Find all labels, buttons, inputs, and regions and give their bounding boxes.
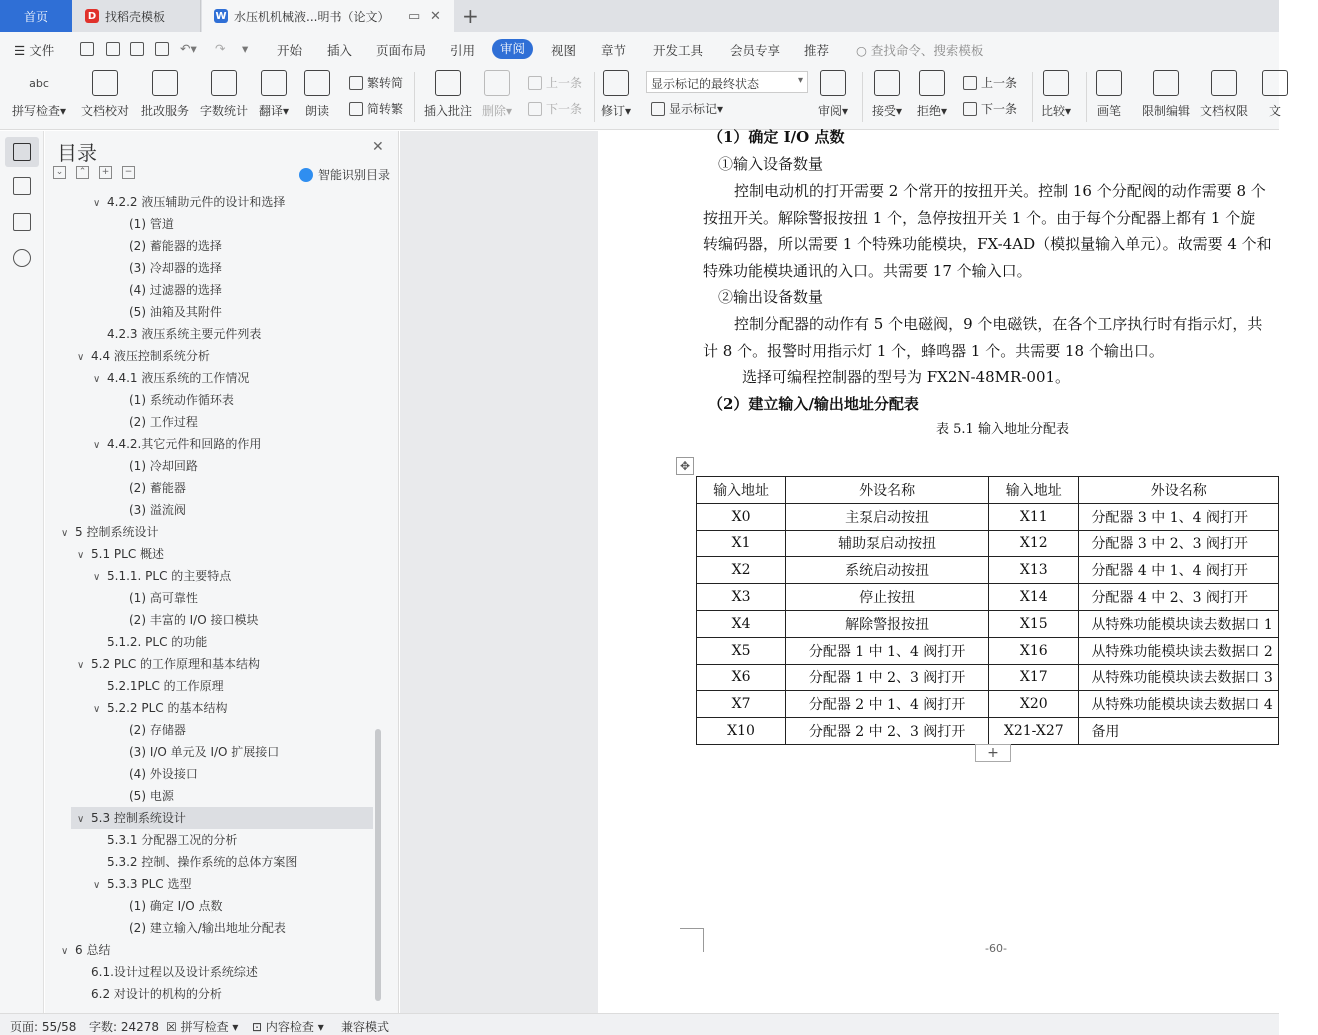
doc-rights-button[interactable]: [1200, 70, 1248, 119]
delete-comment-button[interactable]: [482, 70, 512, 119]
toc-item[interactable]: [115, 763, 198, 785]
toc-item-label: (3) 溢流阀: [129, 503, 186, 517]
batch-service-button[interactable]: [141, 70, 189, 119]
toc-item[interactable]: [93, 873, 191, 895]
menu-recommend[interactable]: 推荐: [804, 43, 830, 58]
review-pane-icon: [820, 70, 846, 96]
toc-item-label: 5.2 PLC 的工作原理和基本结构: [91, 657, 261, 671]
file-menu-label: 文件: [29, 43, 55, 58]
ribbon-divider: [1086, 72, 1087, 122]
table-cell[interactable]: 从特殊功能模块读去数据口 2: [1079, 637, 1279, 664]
page-indicator[interactable]: 页面: 55/58: [10, 1020, 77, 1034]
table-caption: 表 5.1 输入地址分配表: [936, 422, 1069, 437]
spell-check-status-icon: ☒: [166, 1020, 177, 1034]
table-cell[interactable]: X14: [989, 584, 1079, 611]
accept-icon: [874, 70, 900, 96]
toc-item[interactable]: [115, 499, 186, 521]
toc-item[interactable]: [115, 279, 222, 301]
menu-developer[interactable]: 开发工具: [653, 43, 704, 58]
show-markup-icon: [651, 102, 665, 116]
accept-label: 接受▾: [872, 104, 903, 118]
table-cell[interactable]: 从特殊功能模块读去数据口 1: [1079, 610, 1279, 637]
table-row: [697, 664, 1279, 691]
toc-item[interactable]: [77, 345, 210, 367]
ribbon-divider: [414, 72, 415, 122]
file-menu[interactable]: ☰ 文件: [14, 43, 55, 58]
table-cell[interactable]: X16: [989, 637, 1079, 664]
table-row: [697, 637, 1279, 664]
table-header-cell[interactable]: 外设名称: [1079, 477, 1279, 504]
toc-item[interactable]: [115, 257, 222, 279]
status-spell-check[interactable]: ☒ 拼写检查 ▾: [166, 1020, 239, 1034]
spell-check-button[interactable]: [12, 70, 66, 119]
ribbon-divider: [594, 72, 595, 122]
table-cell[interactable]: X10: [697, 718, 786, 745]
toc-item-label: (4) 外设接口: [129, 767, 198, 781]
table-cell[interactable]: X3: [697, 584, 786, 611]
table-cell[interactable]: 解除警报按扭: [786, 610, 989, 637]
next-comment-button[interactable]: [528, 100, 582, 117]
next-comment-icon: [528, 102, 542, 116]
read-aloud-button[interactable]: [304, 70, 330, 119]
toc-item[interactable]: [61, 939, 110, 961]
chapter-nav-icon[interactable]: [13, 177, 31, 195]
table-cell[interactable]: 系统启动按扭: [786, 557, 989, 584]
doc-proof-icon: [92, 70, 118, 96]
toc-item[interactable]: [93, 851, 297, 873]
show-markup-label: 显示标记: [669, 102, 718, 116]
compare-label: 比较▾: [1041, 104, 1072, 118]
chevron-down-icon[interactable]: ∨: [61, 528, 69, 539]
compare-button[interactable]: [1041, 70, 1071, 119]
toc-toolbar: [53, 166, 135, 179]
read-aloud-label: 朗读: [304, 104, 329, 118]
toc-item[interactable]: [93, 433, 261, 455]
toc-item-label: 4.2.3 液压系统主要元件列表: [107, 327, 262, 341]
toc-item-label: (1) 冷却回路: [129, 459, 198, 473]
chevron-down-icon[interactable]: ∨: [77, 660, 85, 671]
table-header-cell[interactable]: 输入地址: [697, 477, 786, 504]
pen-label: 画笔: [1096, 104, 1121, 118]
toc-item[interactable]: [93, 675, 224, 697]
next-change-label: 下一条: [981, 102, 1018, 116]
translate-icon: [261, 70, 287, 96]
toc-title: 目录: [57, 141, 97, 165]
toc-item-label: 5.2.2 PLC 的基本结构: [107, 701, 228, 715]
toc-item[interactable]: [115, 411, 198, 433]
table-row: [697, 691, 1279, 718]
toc-item[interactable]: [115, 301, 222, 323]
toc-item-label: (2) 建立输入/输出地址分配表: [129, 921, 286, 935]
word-count-icon: [211, 70, 237, 96]
doc-subheading-input: ①输入设备数量: [718, 155, 824, 173]
table-cell[interactable]: X7: [697, 691, 786, 718]
toc-item[interactable]: [77, 653, 260, 675]
toc-item-label: (4) 过滤器的选择: [129, 283, 222, 297]
trad-simp-icon: [349, 76, 363, 90]
doc-proof-button[interactable]: [81, 70, 129, 119]
table-cell[interactable]: X12: [989, 530, 1079, 557]
remove-heading-icon[interactable]: −: [122, 166, 135, 179]
find-icon[interactable]: [13, 249, 31, 267]
table-row: [697, 557, 1279, 584]
chevron-down-icon[interactable]: ∨: [93, 440, 101, 451]
table-cell[interactable]: 分配器 1 中 1、4 阀打开: [786, 637, 989, 664]
toc-item[interactable]: [77, 543, 164, 565]
toc-item[interactable]: [115, 785, 174, 807]
table-cell[interactable]: X15: [989, 610, 1079, 637]
toc-item-label: 5.1.1. PLC 的主要特点: [107, 569, 232, 583]
table-cell[interactable]: X0: [697, 503, 786, 530]
trad-to-simp-label: 繁转简: [367, 76, 404, 90]
simp-to-trad-label: 简转繁: [367, 102, 404, 116]
trad-to-simp-button[interactable]: [349, 74, 403, 91]
close-icon[interactable]: ✕: [372, 139, 384, 155]
status-content-label: 内容检查: [265, 1020, 314, 1034]
review-pane-label: 审阅▾: [818, 104, 849, 118]
toc-item[interactable]: [93, 191, 285, 213]
toc-item-label: (5) 电源: [129, 789, 174, 803]
toc-item[interactable]: [115, 389, 234, 411]
show-markup-button[interactable]: 显示标记 ▾: [651, 100, 723, 117]
tab-template[interactable]: [73, 0, 201, 32]
table-cell[interactable]: X6: [697, 664, 786, 691]
toc-item-label: 4.4 液压控制系统分析: [91, 349, 210, 363]
table-cell[interactable]: X1: [697, 530, 786, 557]
toc-item[interactable]: [115, 895, 222, 917]
table-cell[interactable]: X4: [697, 610, 786, 637]
table-cell[interactable]: X2: [697, 557, 786, 584]
reject-button[interactable]: [917, 70, 947, 119]
table-row: [697, 610, 1279, 637]
toc-item[interactable]: [93, 697, 227, 719]
table-cell[interactable]: X13: [989, 557, 1079, 584]
batch-service-icon: [152, 70, 178, 96]
insert-comment-button[interactable]: [424, 70, 472, 119]
status-spell-label: 拼写检查: [180, 1020, 229, 1034]
docer-logo-icon: D: [85, 9, 99, 23]
translate-button[interactable]: [259, 70, 289, 119]
toc-item-label: (2) 蓄能器的选择: [129, 239, 222, 253]
toc-item-label: (1) 确定 I/O 点数: [129, 899, 223, 913]
doc-paragraph-line: 按扭开关。解除警报按扭 1 个，急停按扭开关 1 个。由于每个分配器上都有 1 个旋: [703, 209, 1256, 227]
save-icon[interactable]: [80, 42, 94, 56]
page-number: -60-: [985, 942, 1007, 955]
table-cell[interactable]: 从特殊功能模块读去数据口 4: [1079, 691, 1279, 718]
toc-item-label: 5.3 控制系统设计: [91, 811, 186, 825]
toc-item[interactable]: [115, 213, 174, 235]
smart-toc-icon: [299, 168, 313, 182]
delete-comment-label: 删除▾: [482, 104, 513, 118]
toc-item[interactable]: [115, 719, 186, 741]
prev-comment-button[interactable]: [528, 74, 582, 91]
toc-item-label: 4.4.1 液压系统的工作情况: [107, 371, 250, 385]
toc-item[interactable]: [71, 807, 373, 829]
toc-item-label: (2) 蓄能器: [129, 481, 186, 495]
pen-icon: [1096, 70, 1122, 96]
compat-mode-label: 兼容模式: [341, 1020, 390, 1034]
table-cell[interactable]: 停止按扭: [786, 584, 989, 611]
menu-reference[interactable]: 引用: [450, 43, 476, 58]
chevron-down-icon[interactable]: ∨: [93, 572, 101, 583]
table-row: [697, 718, 1279, 745]
smart-toc-button[interactable]: [299, 166, 390, 183]
table-cell[interactable]: 备用: [1079, 718, 1279, 745]
table-cell[interactable]: 分配器 3 中 1、4 阀打开: [1079, 503, 1279, 530]
chevron-down-icon[interactable]: ∨: [77, 814, 85, 825]
table-header-cell[interactable]: 输入地址: [989, 477, 1079, 504]
table-row: [697, 584, 1279, 611]
spell-check-label: 拼写检查▾: [12, 104, 67, 118]
add-table-row-icon[interactable]: +: [975, 744, 1011, 762]
prev-change-label: 上一条: [981, 76, 1018, 90]
toc-item[interactable]: [61, 521, 158, 543]
toc-panel-icon[interactable]: [13, 143, 31, 161]
toc-item-label: (5) 油箱及其附件: [129, 305, 222, 319]
ribbon-divider: [862, 72, 863, 122]
toc-item-label: (2) 丰富的 I/O 接口模块: [129, 613, 259, 627]
simp-to-trad-button[interactable]: [349, 100, 403, 117]
toc-item[interactable]: [115, 917, 286, 939]
table-cell[interactable]: X21-X27: [989, 718, 1079, 745]
toc-item-label: (3) I/O 单元及 I/O 扩展接口: [129, 745, 280, 759]
chevron-down-icon[interactable]: ∨: [93, 704, 101, 715]
menu-start[interactable]: 开始: [277, 43, 303, 58]
table-cell[interactable]: X5: [697, 637, 786, 664]
menu-insert[interactable]: 插入: [327, 43, 353, 58]
toc-item[interactable]: [93, 565, 231, 587]
spell-check-icon: abc: [29, 76, 49, 90]
toc-item-label: (2) 存储器: [129, 723, 186, 737]
tab-bar: [0, 0, 1279, 32]
table-cell[interactable]: 分配器 2 中 2、3 阀打开: [786, 718, 989, 745]
toc-item[interactable]: [115, 587, 198, 609]
doc-proof-label: 文档校对: [81, 104, 130, 118]
word-count-label: 字数统计: [200, 104, 249, 118]
track-changes-label: 修订▾: [601, 104, 632, 118]
toc-item-label: 6.1.设计过程以及设计系统综述: [91, 965, 258, 979]
toc-item[interactable]: [77, 961, 258, 983]
doc-more-button[interactable]: [1262, 70, 1288, 119]
table-cell[interactable]: 分配器 4 中 2、3 阀打开: [1079, 584, 1279, 611]
prev-change-button[interactable]: [963, 74, 1017, 91]
read-aloud-icon: [304, 70, 330, 96]
toc-item[interactable]: [93, 323, 261, 345]
tab-template-label: 找稻壳模板: [105, 9, 166, 24]
table-header-cell[interactable]: 外设名称: [786, 477, 989, 504]
doc-paragraph-line: 控制电动机的打开需要 2 个常开的按扭开关。控制 16 个分配阀的动作需要 8 个: [734, 182, 1266, 200]
status-content-check[interactable]: ⊡ 内容检查 ▾: [252, 1020, 324, 1034]
status-bar: [0, 1013, 1279, 1035]
ribbon-divider: [1032, 72, 1033, 122]
insert-comment-label: 插入批注: [424, 104, 473, 118]
toc-item[interactable]: [115, 609, 258, 631]
tab-float-icon[interactable]: ▭: [408, 9, 421, 24]
toc-item[interactable]: [115, 455, 198, 477]
toc-scrollbar[interactable]: [375, 729, 381, 1001]
next-comment-label: 下一条: [546, 102, 583, 116]
undo-icon[interactable]: ↶▾: [180, 41, 197, 56]
insert-comment-icon: [435, 70, 461, 96]
io-address-table: [696, 476, 1279, 745]
add-heading-icon[interactable]: +: [99, 166, 112, 179]
restrict-edit-button[interactable]: [1142, 70, 1190, 119]
toc-item-label: 5 控制系统设计: [75, 525, 159, 539]
table-cell[interactable]: 辅助泵启动按扭: [786, 530, 989, 557]
doc-paragraph-line: 转编码器，所以需要 1 个特殊功能模块，FX-4AD（模拟量输入单元）。故需要 4 个和: [703, 235, 1272, 253]
track-changes-button[interactable]: [601, 70, 631, 119]
table-cell[interactable]: 分配器 4 中 1、4 阀打开: [1079, 557, 1279, 584]
toc-item-label: (3) 冷却器的选择: [129, 261, 222, 275]
nav-icon-strip: [0, 131, 44, 1013]
next-change-icon: [963, 102, 977, 116]
table-header-row: [697, 477, 1279, 504]
toc-item-label: 5.3.1 分配器工况的分析: [107, 833, 238, 847]
doc-more-icon: [1262, 70, 1288, 96]
tab-home-label: 首页: [23, 9, 48, 24]
markup-state-value: 显示标记的最终状态: [651, 77, 760, 91]
chevron-down-icon[interactable]: ∨: [77, 352, 85, 363]
track-changes-icon: [603, 70, 629, 96]
toc-item-label: 5.1 PLC 概述: [91, 547, 165, 561]
toc-item-label: 4.4.2.其它元件和回路的作用: [107, 437, 262, 451]
bookmark-icon[interactable]: [13, 213, 31, 231]
toc-item[interactable]: [77, 983, 222, 1005]
toc-item-label: 5.3.2 控制、操作系统的总体方案图: [107, 855, 298, 869]
menu-section[interactable]: 章节: [601, 43, 627, 58]
chevron-down-icon[interactable]: ∨: [61, 946, 69, 957]
next-change-button[interactable]: [963, 100, 1017, 117]
menu-view[interactable]: 视图: [551, 43, 577, 58]
pen-button[interactable]: [1096, 70, 1122, 119]
toc-item[interactable]: [115, 477, 186, 499]
print-preview-icon[interactable]: [155, 42, 169, 56]
word-count-button[interactable]: [200, 70, 248, 119]
chevron-down-icon[interactable]: ∨: [77, 550, 85, 561]
chevron-down-icon[interactable]: ∨: [93, 880, 101, 891]
doc-heading-cut: （1）确定 I/O 点数: [708, 128, 845, 146]
search-icon: ○: [856, 43, 867, 58]
toc-item-label: 6.2 对设计的机构的分析: [91, 987, 222, 1001]
command-search[interactable]: [856, 41, 983, 59]
chevron-down-icon[interactable]: ∨: [93, 198, 101, 209]
toc-item[interactable]: [93, 829, 237, 851]
export-pdf-icon[interactable]: [106, 42, 120, 56]
table-move-handle-icon[interactable]: ✥: [676, 457, 694, 475]
page-corner-mark: [680, 928, 704, 952]
accept-button[interactable]: [872, 70, 902, 119]
review-ribbon: [0, 66, 1279, 130]
toc-item[interactable]: [93, 631, 207, 653]
doc-rights-icon: [1211, 70, 1237, 96]
menu-bar: [0, 32, 1279, 66]
review-pane-button[interactable]: [818, 70, 848, 119]
quick-access-more-icon[interactable]: ▾: [242, 41, 249, 56]
table-cell[interactable]: 主泵启动按扭: [786, 503, 989, 530]
simp-trad-icon: [349, 102, 363, 116]
toc-item[interactable]: [93, 367, 249, 389]
prev-comment-label: 上一条: [546, 76, 583, 90]
tab-home[interactable]: [0, 0, 72, 32]
print-icon[interactable]: [130, 42, 144, 56]
table-cell[interactable]: X20: [989, 691, 1079, 718]
translate-label: 翻译▾: [259, 104, 290, 118]
toc-list: [45, 191, 385, 1009]
doc-rights-label: 文档权限: [1200, 104, 1249, 118]
chevron-down-icon[interactable]: ∨: [93, 374, 101, 385]
toc-panel: [45, 131, 399, 1013]
collapse-up-icon[interactable]: ⌃: [76, 166, 89, 179]
prev-change-icon: [963, 76, 977, 90]
table-cell[interactable]: 分配器 1 中 2、3 阀打开: [786, 664, 989, 691]
menu-review[interactable]: 审阅: [492, 39, 533, 59]
doc-paragraph-line: 选择可编程控制器的型号为 FX2N-48MR-001。: [742, 368, 1071, 386]
table-cell[interactable]: 从特殊功能模块读去数据口 3: [1079, 664, 1279, 691]
redo-icon[interactable]: ↷: [215, 41, 226, 56]
menu-member[interactable]: 会员专享: [730, 43, 781, 58]
doc-paragraph-line: 控制分配器的动作有 5 个电磁阀，9 个电磁铁，在各个工序执行时有指示灯，共: [734, 315, 1263, 333]
toc-item[interactable]: [115, 235, 222, 257]
reject-icon: [919, 70, 945, 96]
doc-paragraph-line: 计 8 个。报警时用指示灯 1 个，蜂鸣器 1 个。共需要 18 个输出口。: [703, 342, 1164, 360]
command-search-placeholder: 查找命令、搜索模板: [870, 43, 984, 58]
table-cell[interactable]: X11: [989, 503, 1079, 530]
doc-heading-io-table: （2）建立输入/输出地址分配表: [708, 395, 919, 413]
delete-comment-icon: [484, 70, 510, 96]
doc-paragraph-line: 特殊功能模块通讯的入口。共需要 17 个输入口。: [703, 262, 1032, 280]
table-row: [697, 503, 1279, 530]
toc-item-label: (1) 管道: [129, 217, 174, 231]
doc-subheading-output: ②输出设备数量: [718, 288, 824, 306]
menu-page-layout[interactable]: 页面布局: [376, 43, 427, 58]
writer-logo-icon: W: [215, 10, 227, 22]
new-tab-icon[interactable]: +: [462, 4, 479, 28]
prev-comment-icon: [528, 76, 542, 90]
reject-label: 拒绝▾: [917, 104, 948, 118]
table-row: [697, 530, 1279, 557]
word-count-indicator[interactable]: 字数: 24278: [89, 1020, 160, 1034]
markup-state-select[interactable]: [646, 71, 808, 93]
expand-down-icon[interactable]: ⌄: [53, 166, 66, 179]
toc-item[interactable]: [115, 741, 279, 763]
table-cell[interactable]: X17: [989, 664, 1079, 691]
toc-item-label: 5.3.3 PLC 选型: [107, 877, 192, 891]
restrict-edit-icon: [1153, 70, 1179, 96]
toc-item-label: 4.2.2 液压辅助元件的设计和选择: [107, 195, 286, 209]
tab-close-icon[interactable]: ✕: [430, 9, 441, 24]
toc-item-label: (1) 系统动作循环表: [129, 393, 234, 407]
toc-item-label: (2) 工作过程: [129, 415, 198, 429]
toc-item-label: (1) 高可靠性: [129, 591, 198, 605]
content-check-icon: ⊡: [252, 1020, 263, 1034]
batch-service-label: 批改服务: [141, 104, 190, 118]
compare-icon: [1043, 70, 1069, 96]
table-cell[interactable]: 分配器 3 中 2、3 阀打开: [1079, 530, 1279, 557]
restrict-edit-label: 限制编辑: [1142, 104, 1191, 118]
table-cell[interactable]: 分配器 2 中 1、4 阀打开: [786, 691, 989, 718]
toc-item-label: 6 总结: [75, 943, 111, 957]
smart-toc-label: 智能识别目录: [318, 168, 391, 182]
tab-document-label: 水压机机械液...明书（论文）: [234, 9, 390, 24]
toc-item-label: 5.1.2. PLC 的功能: [107, 635, 208, 649]
doc-more-label: 文: [1268, 104, 1281, 118]
toc-item-label: 5.2.1PLC 的工作原理: [107, 679, 224, 693]
